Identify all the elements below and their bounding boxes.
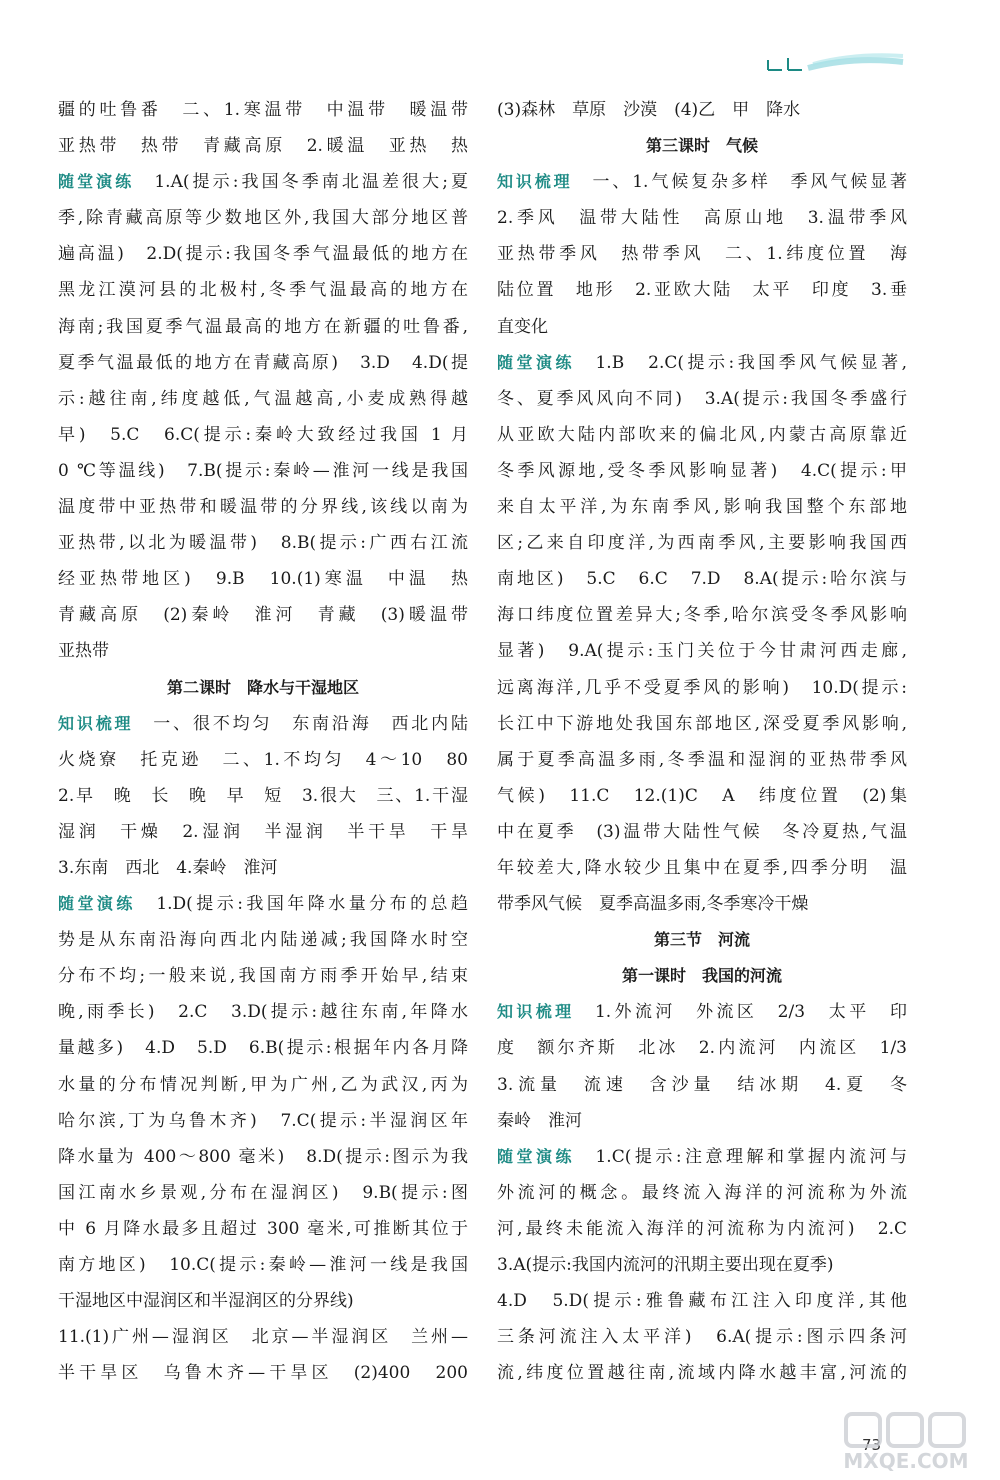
text-line: 量越多) 4.D 5.D 6.B(提示:根据年内各月降 [58, 1038, 468, 1059]
watermark-logo [826, 1408, 986, 1474]
text-line: 知识梳理 一、1.气候复杂多样 季风气候显著 [497, 172, 907, 193]
left-column [58, 92, 468, 1391]
section-label-review: 知识梳理 [497, 172, 573, 192]
text-line: 年较差大,降水较少且集中在夏季,四季分明 温 [497, 857, 907, 878]
text-line: 11.(1)广州—湿润区 北京—半湿润区 兰州— [58, 1327, 468, 1348]
text-line: 度 额尔齐斯 北冰 2.内流河 内流区 1/3 [497, 1038, 907, 1059]
text-line: 冬、夏季风风向不同) 3.A(提示:我国冬季盛行 [497, 388, 907, 409]
text-line: 知识梳理 一、很不均匀 东南沿海 西北内陆 [58, 713, 468, 734]
text-line: 陆位置 地形 2.亚欧大陆 太平 印度 3.垂 [497, 280, 907, 301]
text-line: 流,纬度位置越往南,流域内降水越丰富,河流的 [497, 1363, 907, 1384]
text-line: 2.早 晚 长 晚 早 短 3.很大 三、1.干湿 [58, 785, 468, 806]
text-line: 哈尔滨,丁为乌鲁木齐) 7.C(提示:半湿润区年 [58, 1110, 468, 1131]
text-line: 0 ℃等温线) 7.B(提示:秦岭—淮河一线是我国 [58, 460, 468, 481]
text-line: 外流河的概念。最终流入海洋的河流称为外流 [497, 1182, 907, 1203]
section-title: 第三节 河流 [653, 930, 750, 950]
right-column [497, 92, 907, 1391]
text-line: 遍高温) 2.D(提示:我国冬季气温最低的地方在 [58, 244, 468, 265]
text-line: 3.东南 西北 4.秦岭 淮河 [58, 857, 278, 878]
section-label-practice: 随堂演练 [497, 352, 575, 372]
text-line: 早) 5.C 6.C(提示:秦岭大致经过我国 1 月 [58, 424, 468, 445]
section-label-practice: 随堂演练 [497, 1146, 575, 1166]
lesson-title: 第三课时 气候 [645, 136, 758, 156]
text-line: 国江南水乡景观,分布在湿润区) 9.B(提示:图 [58, 1182, 468, 1203]
section-label-review: 知识梳理 [497, 1002, 575, 1022]
text-line: 河,最终未能流入海洋的河流称为内流河) 2.C [497, 1218, 907, 1239]
text-line: 气候) 11.C 12.(1)C A 纬度位置 (2)集 [497, 785, 907, 806]
text-line: 势是从东南沿海向西北内陆递减;我国降水时空 [58, 930, 468, 951]
text-line: 亚热带,以北为暖温带) 8.B(提示:广西右江流 [58, 533, 468, 554]
text-line: 属于夏季高温多雨,冬季温和湿润的亚热带季风 [497, 749, 907, 770]
text-line: 海口纬度位置差异大;冬季,哈尔滨受冬季风影响 [497, 605, 907, 626]
text-line: 海南;我国夏季气温最高的地方在新疆的吐鲁番, [58, 316, 468, 337]
text-line: 夏季气温最低的地方在青藏高原) 3.D 4.D(提 [58, 352, 468, 373]
text-line: 直变化 [497, 316, 548, 337]
svg-text:MXQE.COM: MXQE.COM [843, 1449, 969, 1473]
text-line: 黑龙江漠河县的北极村,冬季气温最高的地方在 [58, 280, 468, 301]
text-line: 随堂演练 1.A(提示:我国冬季南北温差很大;夏 [58, 172, 468, 193]
text-line: 晚,雨季长) 2.C 3.D(提示:越往东南,年降水 [58, 1002, 468, 1023]
text-line: 三条河流注入太平洋) 6.A(提示:图示四条河 [497, 1327, 907, 1348]
text-line: 3.流量 流速 含沙量 结冰期 4.夏 冬 [497, 1074, 907, 1095]
text-line: 长江中下游地处我国东部地区,深受夏季风影响, [497, 713, 907, 734]
text-line: 亚热带季风 热带季风 二、1.纬度位置 海 [497, 244, 907, 265]
text-line: 半干旱区 乌鲁木齐—干旱区 (2)400 200 [58, 1363, 468, 1384]
text-line: 区;乙来自印度洋,为西南季风,主要影响我国西 [497, 533, 907, 554]
text-line: 疆的吐鲁番 二、1.寒温带 中温带 暖温带 [58, 100, 468, 120]
text-line: 示:越往南,纬度越低,气温越高,小麦成熟得越 [58, 388, 468, 409]
text-line: 亚热带 [58, 641, 109, 662]
text-line: 火烧寮 托克逊 二、1.不均匀 4～10 80 [58, 749, 468, 770]
text-line: 降水量为 400～800 毫米) 8.D(提示:图示为我 [58, 1146, 468, 1167]
section-label-practice: 随堂演练 [58, 894, 136, 914]
text-line: 远离海洋,几乎不受夏季风的影响) 10.D(提示: [497, 677, 907, 698]
text-line: 2.季风 温带大陆性 高原山地 3.温带季风 [497, 208, 907, 229]
text-line: 青藏高原 (2)秦岭 淮河 青藏 (3)暖温带 [58, 605, 468, 626]
text-line: 温度带中亚热带和暖温带的分界线,该线以南为 [58, 497, 468, 518]
text-line: 带季风气候 夏季高温多雨,冬季寒冷干燥 [497, 894, 809, 915]
text-line: 分布不均;一般来说,我国南方雨季开始早,结束 [58, 966, 468, 987]
text-line: 水量的分布情况判断,甲为广州,乙为武汉,丙为 [58, 1074, 468, 1095]
text-line: 4.D 5.D(提示:雅鲁藏布江注入印度洋,其他 [497, 1291, 907, 1312]
text-line: 南地区) 5.C 6.C 7.D 8.A(提示:哈尔滨与 [497, 569, 907, 590]
lesson-title: 第二课时 降水与干湿地区 [166, 677, 359, 697]
text-line: 亚热带 热带 青藏高原 2.暖温 亚热 热 [58, 136, 468, 157]
text-line: 随堂演练 1.B 2.C(提示:我国季风气候显著, [497, 352, 907, 373]
text-line: 来自太平洋,为东南季风,影响我国整个东部地 [497, 497, 907, 518]
text-line: 中 6 月降水最多且超过 300 毫米,可推断其位于 [58, 1218, 468, 1239]
text-line: 干湿地区中湿润区和半湿润区的分界线) [58, 1291, 354, 1312]
text-line: 经亚热带地区) 9.B 10.(1)寒温 中温 热 [58, 569, 468, 590]
text-line: 湿润 干燥 2.湿润 半湿润 半干旱 干旱 [58, 821, 468, 842]
text-line: 南方地区) 10.C(提示:秦岭—淮河一线是我国 [58, 1255, 468, 1275]
text-line: 显著) 9.A(提示:玉门关位于今甘肃河西走廊, [497, 641, 907, 662]
section-label-practice: 随堂演练 [58, 172, 135, 192]
text-line: 随堂演练 1.D(提示:我国年降水量分布的总趋 [58, 894, 468, 915]
text-line: 随堂演练 1.C(提示:注意理解和掌握内流河与 [497, 1146, 907, 1167]
header-decoration [758, 40, 908, 80]
page-number: 73 [862, 1436, 882, 1454]
text-line: 秦岭 淮河 [497, 1110, 582, 1131]
text-line: 冬季风源地,受冬季风影响显著) 4.C(提示:甲 [497, 460, 907, 481]
text-line: 知识梳理 1.外流河 外流区 2/3 太平 印 [497, 1002, 907, 1023]
text-line: 中在夏季 (3)温带大陆性气候 冬冷夏热,气温 [497, 821, 907, 842]
text-line: 季,除青藏高原等少数地区外,我国大部分地区普 [58, 208, 468, 229]
text-line: 从亚欧大陆内部吹来的偏北风,内蒙古高原靠近 [497, 424, 907, 445]
text-line: (3)森林 草原 沙漠 (4)乙 甲 降水 [497, 100, 801, 120]
section-label-review: 知识梳理 [58, 713, 134, 733]
text-line: 3.A(提示:我国内流河的汛期主要出现在夏季) [497, 1255, 834, 1275]
lesson-title: 第一课时 我国的河流 [621, 966, 782, 986]
